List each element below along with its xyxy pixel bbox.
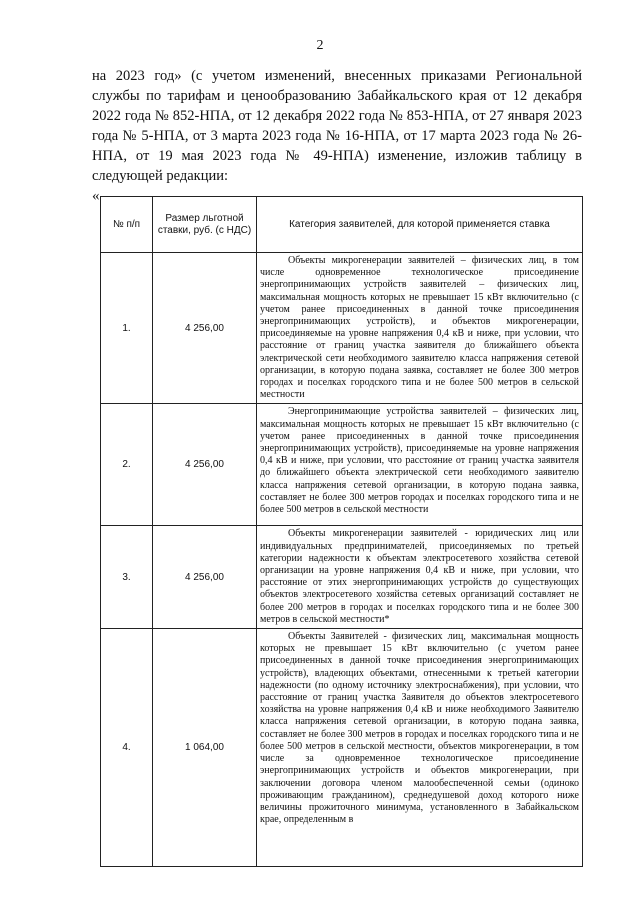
- row-number: 3.: [101, 526, 153, 629]
- table-header-row: [101, 197, 583, 253]
- table-row: [101, 629, 583, 867]
- row-rate: 1 064,00: [153, 629, 257, 867]
- row-category-text: Объекты микрогенерации заявителей - юридических лиц или индивидуальных предпринимателей, присоединяемых по третьей категории надежности к объектам электросетевого хозяйства сетевой организации на уровне напряжения 0,4 кВ и ниже, при условии, что расстояние от этих энергопринимающих устройств до существующих объектов электросетевого хозяйства сетевых организаций составляет не более 200 метров в городах и поселках городского типа и не более 300 метров в сельской местности*: [260, 528, 579, 625]
- row-rate: 4 256,00: [153, 526, 257, 629]
- header-rate: Размер льготной ставки, руб. (с НДС): [153, 197, 257, 253]
- header-number: № п/п: [101, 197, 153, 253]
- table-row: [101, 404, 583, 526]
- row-category-text: Энергопринимающие устройства заявителей – физических лиц, максимальная мощность которых не превышает 15 кВт включительно (с учетом ранее присоединенных в данной точке присоединения энергопринимающих устройств), присоединяемые на уровне напряжения 0,4 кВ и ниже, при условии, что расстояние от границ участка заявителя до ближайшего объекта электрической сети необходимого заявителю класса напряжения сетевой организации, в которую подана заявка, составляет не более 300 метров городах и поселках городского типа и не более 500 метров в сельской местности: [260, 406, 579, 516]
- row-rate: 4 256,00: [153, 253, 257, 404]
- row-number: 4.: [101, 629, 153, 867]
- row-category: [257, 253, 583, 404]
- row-category-text: Объекты Заявителей - физических лиц, максимальная мощность которых не превышает 15 кВт включительно (с учетом ранее присоединенных в данной точке присоединения энергопринимающих устройств), владеющих объектами, отнесенными к третьей категории надежности (по одному источнику электроснабжения), при условии, что расстояние от границ участка Заявителя до объектов электросетевого хозяйства на уровне напряжения 0,4 кВ и ниже необходимого Заявителю класса напряжения сетевой организации, в которую подана заявка, составляет не более 300 метров в городах и поселках городского типа и не более 500 метров в сельской местности, объектов микрогенерации, в том числе за одновременное технологическое присоединение энергопринимающих устройств и объектов микрогенерации, при заключении договора членом малообеспеченной семьи (одиноко проживающим гражданином), среднедушевой доход которого ниже величины прожиточного минимума, установленного в Забайкальском крае, определенным в: [260, 631, 579, 826]
- intro-paragraph: на 2023 год» (с учетом изменений, внесенных приказами Региональной службы по тарифам и ценообразованию Забайкальского края от 12 декабря 2022 года № 852-НПА, от 12 декабря 2022 года № 853-НПА, от 27 января 2023 года № 5-НПА, от 3 марта 2023 года № 16-НПА, от 17 марта 2023 года № 26-НПА, от 19 мая 2023 года № 49-НПА) изменение, изложив таблицу в следующей редакции:: [92, 68, 582, 184]
- header-category: Категория заявителей, для которой применяется ставка: [257, 197, 583, 253]
- opening-quote-mark: «: [92, 188, 100, 204]
- rates-table: [100, 196, 583, 867]
- row-number: 2.: [101, 404, 153, 526]
- table-row: [101, 253, 583, 404]
- row-category-text: Объекты микрогенерации заявителей – физических лиц, в том числе одновременное технологическое присоединение энергопринимающих устройств заявителей – физических лиц, максимальная мощность которых не превышает 15 кВт включительно (с учетом ранее присоединенных в данной точке присоединения энергопринимающих устройств), и объектов микрогенерации, присоединяемые на уровне напряжения 0,4 кВ и ниже, при условии, что расстояние от границ участка заявителя до ближайшего объекта электрической сети необходимого заявителю класса напряжения сетевой организации, в которую подана заявка, составляет не более 300 метров городах и поселках городского типа и не более 500 метров в сельской местности: [260, 255, 579, 401]
- row-number: 1.: [101, 253, 153, 404]
- row-category: [257, 404, 583, 526]
- row-rate: 4 256,00: [153, 404, 257, 526]
- row-category: [257, 526, 583, 629]
- page-number: 2: [316, 38, 324, 53]
- row-category: [257, 629, 583, 867]
- table-row: [101, 526, 583, 629]
